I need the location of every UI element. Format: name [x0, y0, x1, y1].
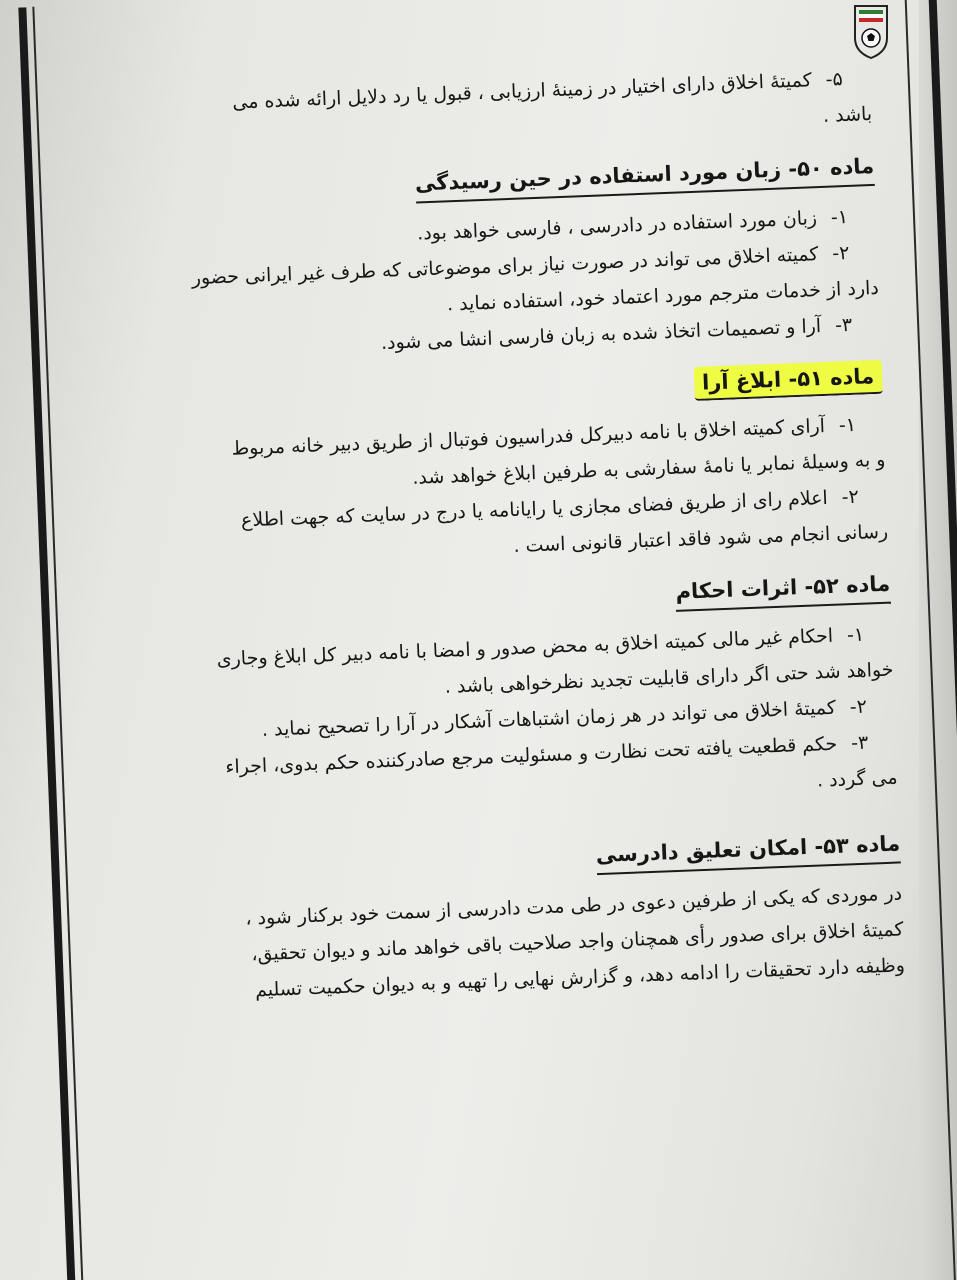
article51-title: ماده ۵۱- ابلاغ آرا [693, 360, 882, 401]
article52-items [92, 616, 898, 827]
item-text: آرای کمیته اخلاق با نامه دبیرکل فدراسیون فوتبال از طریق دبیر خانه مربوط [231, 415, 826, 460]
item-number: ۲- [831, 241, 850, 265]
article52-item1-cont: خواهد شد حتی اگر دارای قابلیت تجدید نظرخواهی باشد . [444, 658, 894, 698]
item-number: ۱- [830, 205, 849, 229]
item-text: حکم قطعیت یافته تحت نظارت و مسئولیت مرجع صادرکننده حکم بدوی، اجراء [225, 732, 838, 779]
article52-title: ماده ۵۲- اثرات احکام [675, 568, 891, 612]
item-text: زبان مورد استفاده در دادرسی ، فارسی خواهد بود. [416, 207, 818, 245]
football-federation-emblem-icon [853, 4, 889, 60]
article50-item2-cont: دارد از خدمات مترجم مورد اعتماد خود، استفاده نماید . [446, 276, 880, 316]
document-body [71, 60, 906, 1014]
article53-line3: وظیفه دارد تحقیقات را ادامه دهد، و گزارش نهایی را تهیه و به دیوان حکمیت تسلیم [254, 954, 906, 1002]
item-text: اعلام رای از طریق فضای مجازی یا رایانامه یا درج در سایت که جهت اطلاع [240, 486, 829, 532]
item-number: ۱- [838, 413, 857, 437]
article51-item2-cont: رسانی انجام می شود فاقد اعتبار قانونی است . [513, 520, 889, 558]
item-number: ۱- [846, 623, 865, 647]
article53-line2: کمیتهٔ اخلاق برای صدور رأی همچنان واجد صلاحیت باقی خواهد ماند و دیوان تحقیق، [251, 918, 904, 966]
item-number: ۳- [834, 313, 853, 337]
item-text: احکام غیر مالی کمیته اخلاق به محض صدور و امضا با نامه دبیر کل ابلاغ وجاری [216, 624, 834, 671]
item-number: ۳- [850, 731, 869, 755]
article52-item3-cont: می گردد . [816, 766, 898, 792]
item-text: کمیته اخلاق می تواند در صورت نیاز برای موضوعاتی که طرف غیر ایرانی حضور [191, 243, 819, 290]
article53-line1: در موردی که یکی از طرفین دعوی در طی مدت دادرسی از سمت خود برکنار شود ، [244, 882, 903, 930]
item-text: کمیتهٔ اخلاق دارای اختیار در زمینهٔ ارزیابی ، قبول یا رد دلایل ارائه شده می [231, 69, 813, 114]
article51-item1-cont: و به وسیلهٔ نمابر یا نامهٔ سفارشی به طرفین ابلاغ خواهد شد. [411, 448, 886, 489]
article49-item5-cont: باشد . [822, 102, 873, 127]
article51-items [84, 406, 889, 581]
item-text: کمیتهٔ اخلاق می تواند در هر زمان اشتباهات آشکار در آرا را تصحیح نماید . [261, 696, 837, 741]
article53-title: ماده ۵۳- امکان تعلیق دادرسی [595, 827, 901, 875]
item-number: ۵- [825, 68, 844, 91]
item-text: آرا و تصمیمات اتخاذ شده به زبان فارسی انشا می شود. [380, 315, 822, 354]
item-number: ۲- [841, 485, 860, 509]
article50-title: ماده ۵۰- زبان مورد استفاده در حین رسیدگی [414, 150, 874, 204]
article50-items [76, 198, 881, 373]
item-number: ۲- [849, 695, 868, 719]
